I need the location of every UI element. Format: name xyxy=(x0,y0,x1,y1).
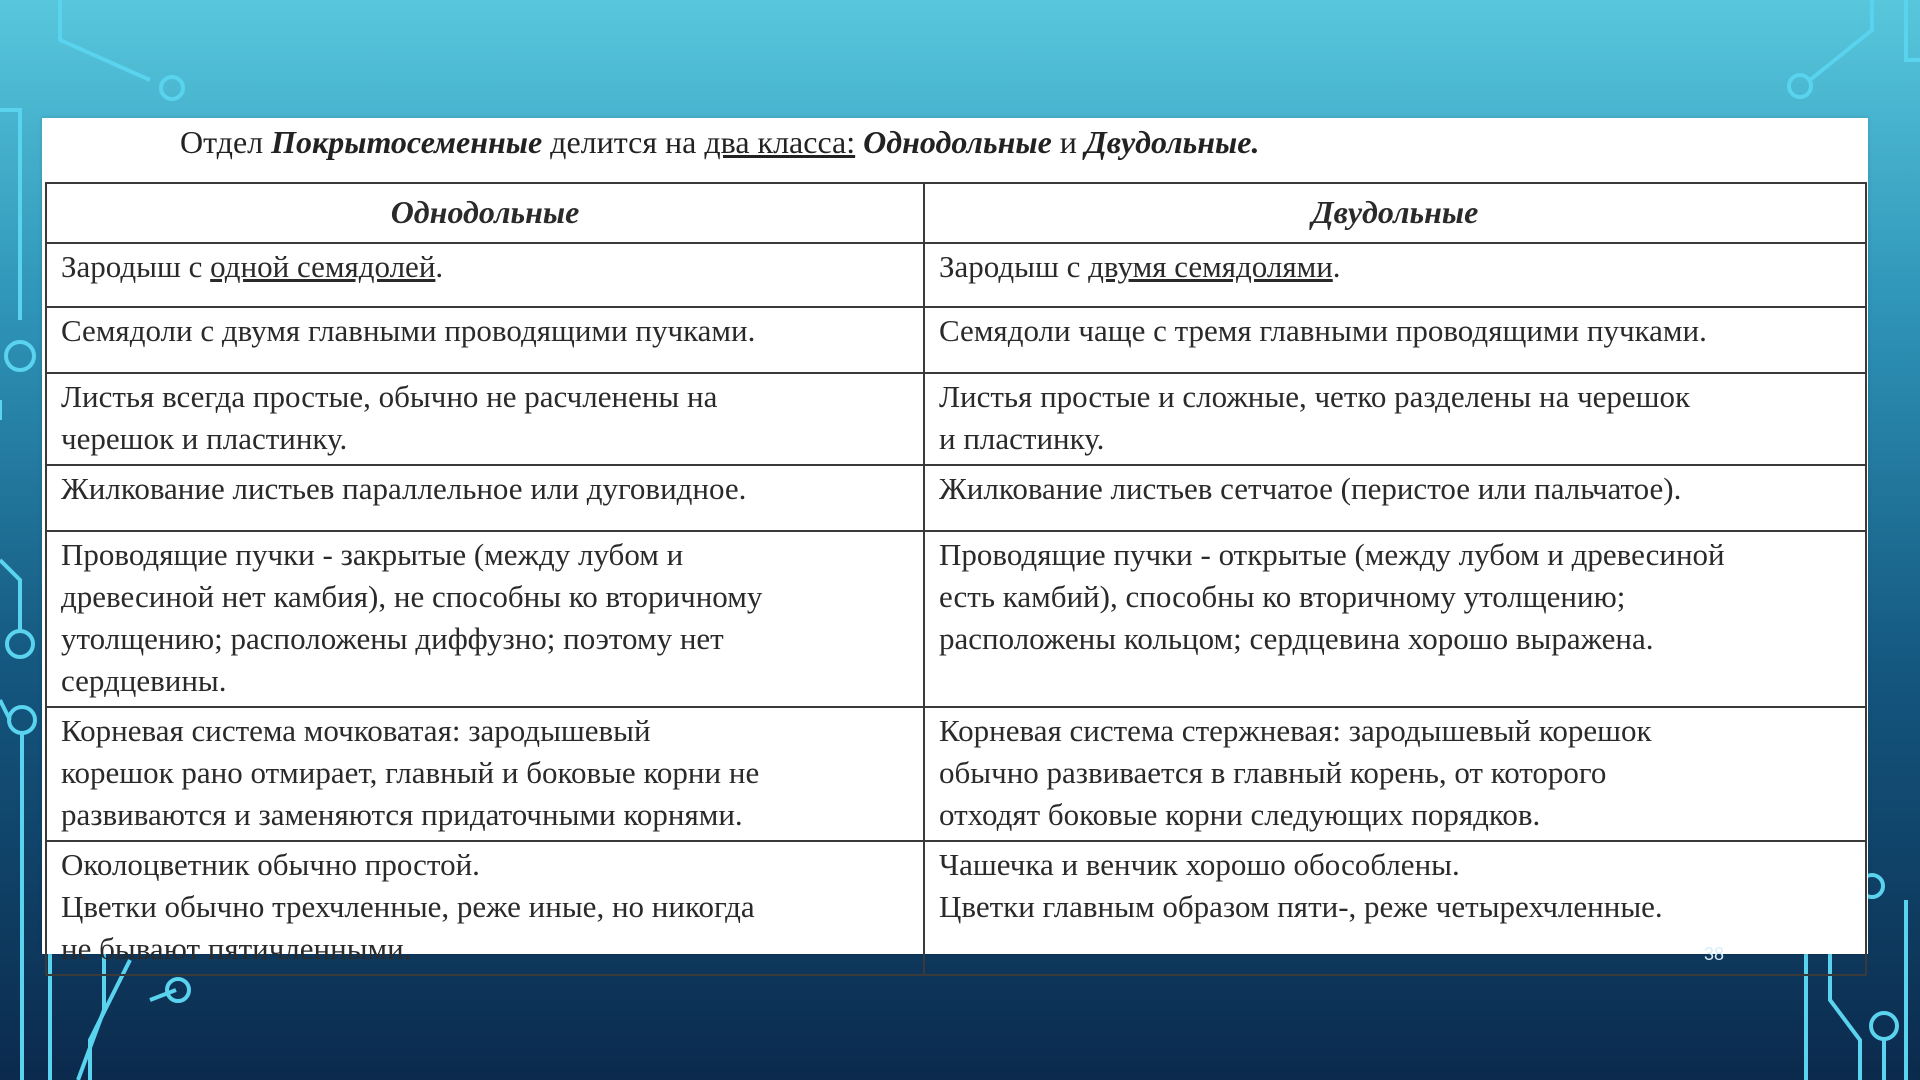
intro-text-3 xyxy=(855,124,863,160)
cell-right: Корневая система стержневая: зародышевый корешок обычно развивается в главный корень, от которого отходят боковые корни следующих порядков. xyxy=(924,707,1866,841)
slide-number: 38 xyxy=(1704,944,1725,964)
table-header-row xyxy=(46,183,1866,243)
cell-right: Жилкование листьев сетчатое (перистое или пальчатое). xyxy=(924,465,1866,531)
comparison-table xyxy=(45,182,1867,976)
cell-right: Семядоли чаще с тремя главными проводящими пучками. xyxy=(924,307,1866,373)
cell-left: Семядоли с двумя главными проводящими пучками. xyxy=(46,307,924,373)
cell-right: Чашечка и венчик хорошо обособлены. Цветки главным образом пяти-, реже четырехчленные. xyxy=(924,841,1866,975)
cell-left: Проводящие пучки - закрытые (между лубом и древесиной нет камбия), не способны ко вторичному утолщению; расположены диффузно; поэтому нет сердцевины. xyxy=(46,531,924,707)
class-monocots: Однодольные xyxy=(863,124,1052,160)
cell-right: Листья простые и сложные, четко разделены на черешок и пластинку. xyxy=(924,373,1866,465)
cell-left: Корневая система мочковатая: зародышевый корешок рано отмирает, главный и боковые корни не развиваются и заменяются придаточными корнями. xyxy=(46,707,924,841)
table-row xyxy=(46,373,1866,465)
cell-left: Жилкование листьев параллельное или дуговидное. xyxy=(46,465,924,531)
header-monocots: Однодольные xyxy=(46,183,924,243)
header-dicots: Двудольные xyxy=(924,183,1866,243)
cell-right: Зародыш с двумя семядолями. xyxy=(924,243,1866,307)
two-classes-text: два класса: xyxy=(704,124,856,160)
cell-left: Листья всегда простые, обычно не расчленены на черешок и пластинку. xyxy=(46,373,924,465)
table-row xyxy=(46,531,1866,707)
intro-sentence xyxy=(180,118,1259,182)
table-row xyxy=(46,707,1866,841)
intro-text-1: Отдел xyxy=(180,124,272,160)
division-name: Покрытосеменные xyxy=(271,124,543,160)
table-row xyxy=(46,307,1866,373)
cell-right: Проводящие пучки - открытые (между лубом и древесиной есть камбий), способны ко вторичному утолщению; расположены кольцом; сердцевина хорошо выражена. xyxy=(924,531,1866,707)
cell-left: Околоцветник обычно простой. Цветки обычно трехчленные, реже иные, но никогда не бывают пятичленными. xyxy=(46,841,924,975)
table-row xyxy=(46,841,1866,975)
intro-text-4: и xyxy=(1051,124,1085,160)
table-row xyxy=(46,243,1866,307)
class-dicots: Двудольные. xyxy=(1084,124,1260,160)
pasted-table-image xyxy=(42,118,1868,966)
intro-text-2: делится на xyxy=(542,124,705,160)
cell-left: Зародыш с одной семядолей. xyxy=(46,243,924,307)
table-row xyxy=(46,465,1866,531)
